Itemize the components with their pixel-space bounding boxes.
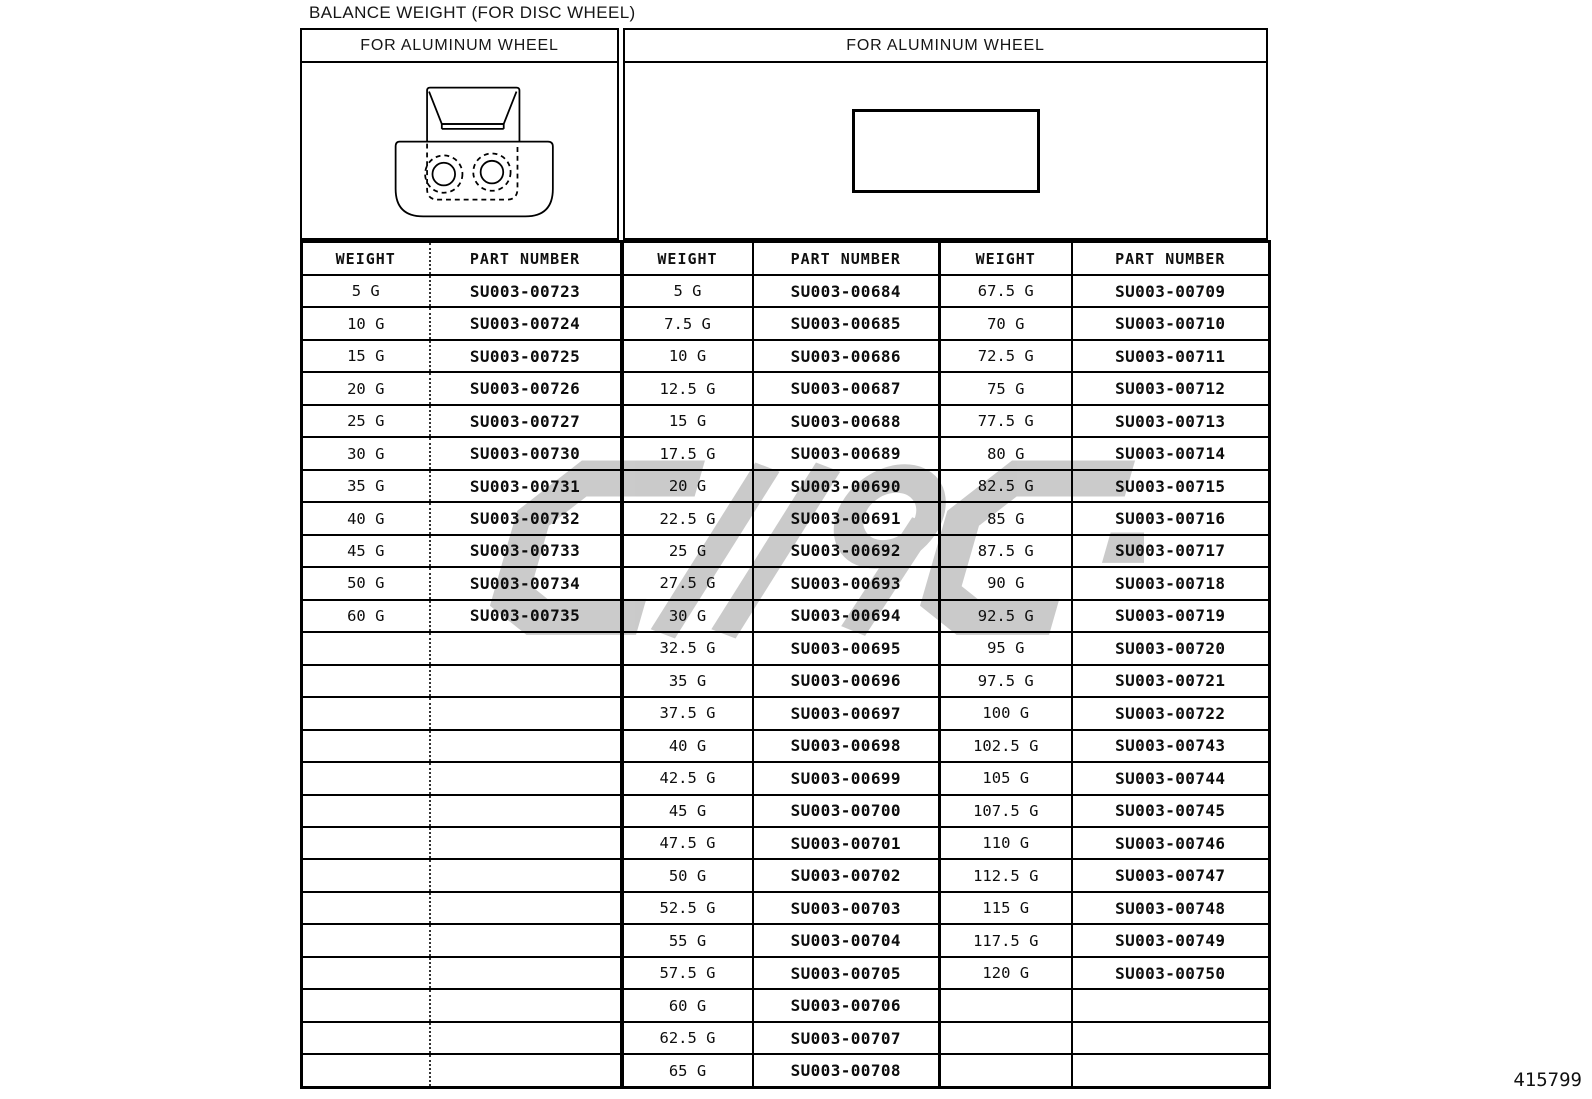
table-row xyxy=(302,924,1270,956)
table-row xyxy=(302,730,1270,762)
table-row xyxy=(302,762,1270,794)
weight-cell: 97.5 G xyxy=(940,665,1072,697)
weight-cell xyxy=(940,989,1072,1021)
part-number-cell: SU003-00727 xyxy=(430,405,622,437)
weight-cell: 62.5 G xyxy=(622,1022,753,1054)
part-number-cell: SU003-00697 xyxy=(753,697,940,729)
weight-cell: 50 G xyxy=(302,567,430,599)
weight-cell: 92.5 G xyxy=(940,600,1072,632)
table-row xyxy=(302,340,1270,372)
weight-cell: 25 G xyxy=(622,535,753,567)
part-number-cell: SU003-00713 xyxy=(1072,405,1270,437)
weight-cell: 50 G xyxy=(622,859,753,891)
left-section-illustration xyxy=(302,63,617,238)
weight-cell: 85 G xyxy=(940,502,1072,534)
weight-cell: 35 G xyxy=(622,665,753,697)
weight-cell: 52.5 G xyxy=(622,892,753,924)
column-header-part-number-3: PART NUMBER xyxy=(1072,242,1270,276)
part-number-cell: SU003-00721 xyxy=(1072,665,1270,697)
part-number-cell: SU003-00723 xyxy=(430,275,622,307)
column-header-weight-2: WEIGHT xyxy=(622,242,753,276)
weight-cell xyxy=(302,632,430,664)
weight-cell xyxy=(302,1054,430,1087)
part-number-cell: SU003-00734 xyxy=(430,567,622,599)
weight-cell: 20 G xyxy=(622,470,753,502)
weight-cell: 5 G xyxy=(302,275,430,307)
table-row xyxy=(302,437,1270,469)
weight-cell xyxy=(302,795,430,827)
weight-cell xyxy=(302,762,430,794)
weight-cell: 120 G xyxy=(940,957,1072,989)
part-number-cell: SU003-00731 xyxy=(430,470,622,502)
part-number-cell: SU003-00700 xyxy=(753,795,940,827)
part-number-cell xyxy=(430,924,622,956)
weight-cell: 32.5 G xyxy=(622,632,753,664)
part-number-cell: SU003-00724 xyxy=(430,307,622,339)
blank-plate-icon xyxy=(852,109,1040,193)
table-row xyxy=(302,665,1270,697)
part-number-cell xyxy=(430,892,622,924)
part-number-cell xyxy=(430,827,622,859)
left-section-header: FOR ALUMINUM WHEEL xyxy=(302,30,617,63)
part-number-cell: SU003-00710 xyxy=(1072,307,1270,339)
weight-cell: 40 G xyxy=(622,730,753,762)
weight-cell: 42.5 G xyxy=(622,762,753,794)
weight-cell: 55 G xyxy=(622,924,753,956)
part-number-cell: SU003-00693 xyxy=(753,567,940,599)
right-section-header: FOR ALUMINUM WHEEL xyxy=(625,30,1266,63)
part-number-cell: SU003-00691 xyxy=(753,502,940,534)
part-number-cell: SU003-00688 xyxy=(753,405,940,437)
part-number-cell xyxy=(430,730,622,762)
weight-cell: 22.5 G xyxy=(622,502,753,534)
weight-cell: 75 G xyxy=(940,372,1072,404)
weight-cell: 87.5 G xyxy=(940,535,1072,567)
weight-cell xyxy=(302,730,430,762)
part-number-cell: SU003-00746 xyxy=(1072,827,1270,859)
left-section-box xyxy=(300,28,619,240)
part-number-cell: SU003-00706 xyxy=(753,989,940,1021)
weight-cell: 12.5 G xyxy=(622,372,753,404)
part-number-cell: SU003-00725 xyxy=(430,340,622,372)
part-number-cell: SU003-00747 xyxy=(1072,859,1270,891)
table-row xyxy=(302,600,1270,632)
weight-cell: 30 G xyxy=(622,600,753,632)
parts-table-body xyxy=(302,275,1270,1088)
weight-cell: 110 G xyxy=(940,827,1072,859)
table-row xyxy=(302,632,1270,664)
part-number-cell: SU003-00690 xyxy=(753,470,940,502)
part-number-cell: SU003-00708 xyxy=(753,1054,940,1087)
part-number-cell: SU003-00714 xyxy=(1072,437,1270,469)
weight-cell: 100 G xyxy=(940,697,1072,729)
part-number-cell xyxy=(430,957,622,989)
weight-cell: 10 G xyxy=(302,307,430,339)
weight-cell xyxy=(302,859,430,891)
right-section-illustration xyxy=(625,63,1266,238)
weight-cell: 37.5 G xyxy=(622,697,753,729)
weight-cell: 112.5 G xyxy=(940,859,1072,891)
part-number-cell: SU003-00744 xyxy=(1072,762,1270,794)
part-number-cell xyxy=(1072,989,1270,1021)
weight-cell: 80 G xyxy=(940,437,1072,469)
page-title: BALANCE WEIGHT (FOR DISC WHEEL) xyxy=(309,3,636,22)
table-row xyxy=(302,307,1270,339)
weight-cell xyxy=(940,1022,1072,1054)
part-number-cell: SU003-00732 xyxy=(430,502,622,534)
weight-cell xyxy=(302,827,430,859)
part-number-cell xyxy=(430,859,622,891)
part-number-cell: SU003-00750 xyxy=(1072,957,1270,989)
weight-cell: 17.5 G xyxy=(622,437,753,469)
part-number-cell: SU003-00735 xyxy=(430,600,622,632)
parts-table-header xyxy=(302,242,1270,276)
part-number-cell: SU003-00717 xyxy=(1072,535,1270,567)
weight-cell xyxy=(302,1022,430,1054)
part-number-cell: SU003-00707 xyxy=(753,1022,940,1054)
part-number-cell: SU003-00699 xyxy=(753,762,940,794)
weight-cell: 90 G xyxy=(940,567,1072,599)
column-header-part-number-2: PART NUMBER xyxy=(753,242,940,276)
weight-cell: 35 G xyxy=(302,470,430,502)
part-number-cell xyxy=(430,795,622,827)
part-number-cell xyxy=(1072,1054,1270,1087)
weight-cell: 105 G xyxy=(940,762,1072,794)
part-number-cell: SU003-00733 xyxy=(430,535,622,567)
table-row xyxy=(302,859,1270,891)
weight-cell xyxy=(302,892,430,924)
part-number-cell: SU003-00711 xyxy=(1072,340,1270,372)
weight-cell xyxy=(302,989,430,1021)
weight-cell: 115 G xyxy=(940,892,1072,924)
weight-cell: 67.5 G xyxy=(940,275,1072,307)
weight-cell: 7.5 G xyxy=(622,307,753,339)
weight-cell: 47.5 G xyxy=(622,827,753,859)
part-number-cell: SU003-00715 xyxy=(1072,470,1270,502)
part-number-cell xyxy=(430,762,622,794)
header-row xyxy=(302,242,1270,276)
part-number-cell: SU003-00689 xyxy=(753,437,940,469)
right-section-box xyxy=(623,28,1268,240)
part-number-cell: SU003-00718 xyxy=(1072,567,1270,599)
weight-cell: 40 G xyxy=(302,502,430,534)
column-header-weight-3: WEIGHT xyxy=(940,242,1072,276)
table-row xyxy=(302,1022,1270,1054)
weight-cell: 82.5 G xyxy=(940,470,1072,502)
weight-cell: 45 G xyxy=(622,795,753,827)
weight-cell xyxy=(302,957,430,989)
table-row xyxy=(302,502,1270,534)
part-number-cell: SU003-00722 xyxy=(1072,697,1270,729)
table-row xyxy=(302,275,1270,307)
table-row xyxy=(302,892,1270,924)
part-number-cell: SU003-00703 xyxy=(753,892,940,924)
part-number-cell: SU003-00720 xyxy=(1072,632,1270,664)
weight-cell xyxy=(302,665,430,697)
part-number-cell: SU003-00745 xyxy=(1072,795,1270,827)
table-row xyxy=(302,535,1270,567)
part-number-cell: SU003-00730 xyxy=(430,437,622,469)
part-number-cell: SU003-00709 xyxy=(1072,275,1270,307)
weight-cell: 70 G xyxy=(940,307,1072,339)
part-number-cell: SU003-00685 xyxy=(753,307,940,339)
page-number: 415799 xyxy=(1513,1069,1582,1091)
parts-table xyxy=(300,240,1271,1089)
weight-cell: 60 G xyxy=(622,989,753,1021)
part-number-cell: SU003-00696 xyxy=(753,665,940,697)
weight-cell: 65 G xyxy=(622,1054,753,1087)
table-row xyxy=(302,567,1270,599)
part-number-cell: SU003-00687 xyxy=(753,372,940,404)
table-row xyxy=(302,989,1270,1021)
part-number-cell: SU003-00726 xyxy=(430,372,622,404)
weight-cell: 15 G xyxy=(302,340,430,372)
weight-cell xyxy=(302,924,430,956)
weight-cell: 15 G xyxy=(622,405,753,437)
table-row xyxy=(302,470,1270,502)
column-header-weight-1: WEIGHT xyxy=(302,242,430,276)
table-row xyxy=(302,957,1270,989)
weight-cell: 107.5 G xyxy=(940,795,1072,827)
weight-cell: 117.5 G xyxy=(940,924,1072,956)
weight-cell: 10 G xyxy=(622,340,753,372)
table-row xyxy=(302,405,1270,437)
weight-cell: 57.5 G xyxy=(622,957,753,989)
table-row xyxy=(302,372,1270,404)
weight-cell: 30 G xyxy=(302,437,430,469)
table-row xyxy=(302,697,1270,729)
part-number-cell: SU003-00748 xyxy=(1072,892,1270,924)
part-number-cell xyxy=(430,1054,622,1087)
part-number-cell: SU003-00712 xyxy=(1072,372,1270,404)
part-number-cell xyxy=(1072,1022,1270,1054)
part-number-cell: SU003-00743 xyxy=(1072,730,1270,762)
weight-cell: 77.5 G xyxy=(940,405,1072,437)
part-number-cell: SU003-00694 xyxy=(753,600,940,632)
table-row xyxy=(302,827,1270,859)
weight-cell: 95 G xyxy=(940,632,1072,664)
weight-cell: 102.5 G xyxy=(940,730,1072,762)
part-number-cell: SU003-00701 xyxy=(753,827,940,859)
weight-cell: 60 G xyxy=(302,600,430,632)
table-row xyxy=(302,795,1270,827)
part-number-cell: SU003-00719 xyxy=(1072,600,1270,632)
part-number-cell: SU003-00702 xyxy=(753,859,940,891)
weight-cell: 25 G xyxy=(302,405,430,437)
weight-cell: 5 G xyxy=(622,275,753,307)
table-row xyxy=(302,1054,1270,1087)
part-number-cell: SU003-00686 xyxy=(753,340,940,372)
part-number-cell: SU003-00704 xyxy=(753,924,940,956)
part-number-cell: SU003-00692 xyxy=(753,535,940,567)
weight-cell: 27.5 G xyxy=(622,567,753,599)
part-number-cell xyxy=(430,632,622,664)
weight-cell: 72.5 G xyxy=(940,340,1072,372)
part-number-cell xyxy=(430,697,622,729)
weight-cell: 20 G xyxy=(302,372,430,404)
part-number-cell xyxy=(430,1022,622,1054)
part-number-cell xyxy=(430,665,622,697)
part-number-cell: SU003-00695 xyxy=(753,632,940,664)
part-number-cell: SU003-00684 xyxy=(753,275,940,307)
part-number-cell: SU003-00716 xyxy=(1072,502,1270,534)
column-header-part-number-1: PART NUMBER xyxy=(430,242,622,276)
balance-weight-icon xyxy=(302,65,617,236)
weight-cell xyxy=(302,697,430,729)
part-number-cell: SU003-00698 xyxy=(753,730,940,762)
weight-cell xyxy=(940,1054,1072,1087)
part-number-cell xyxy=(430,989,622,1021)
part-number-cell: SU003-00749 xyxy=(1072,924,1270,956)
weight-cell: 45 G xyxy=(302,535,430,567)
part-number-cell: SU003-00705 xyxy=(753,957,940,989)
